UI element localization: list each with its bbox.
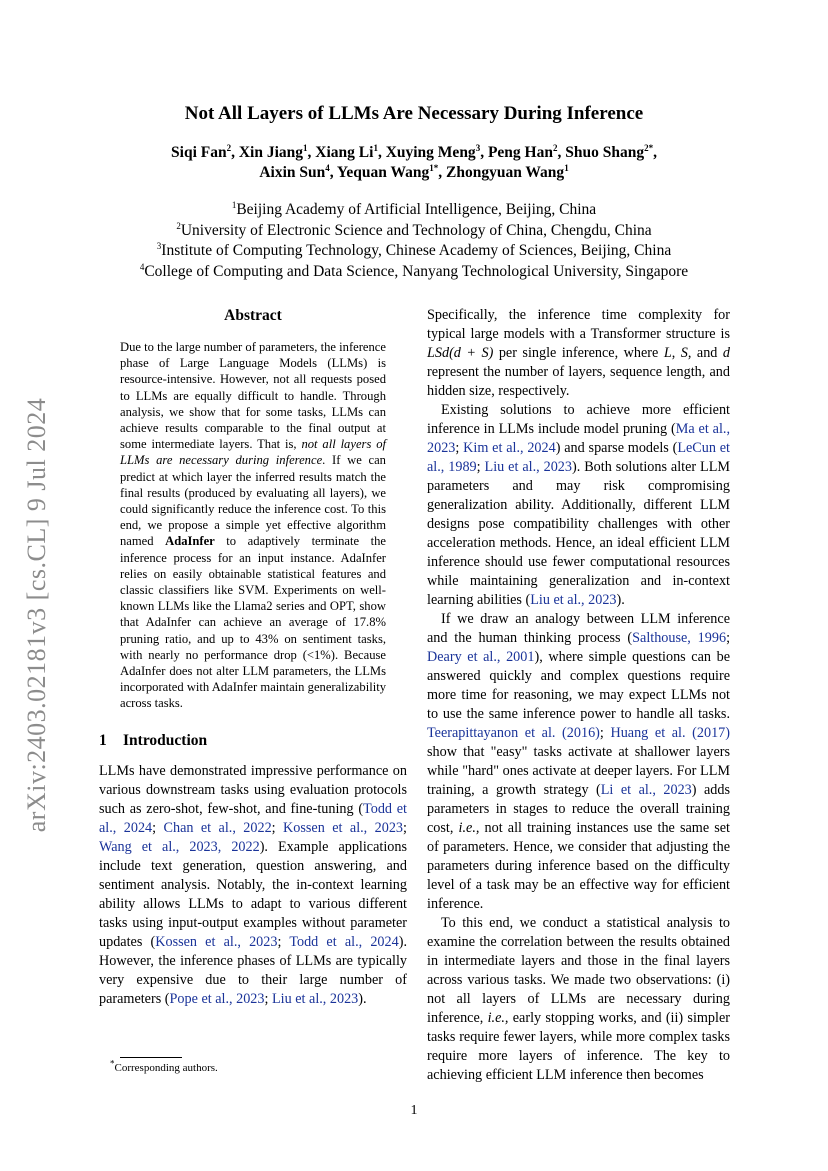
arxiv-sidebar-stamp: [22, 380, 52, 850]
author-name: Xiang Li$^1$: [315, 142, 378, 161]
author-name: Yequan Wang$^{1*}$: [336, 162, 439, 181]
citation-link[interactable]: Liu et al., 2023: [484, 459, 572, 475]
citation-link[interactable]: Todd et al., 2024: [289, 933, 399, 950]
affiliation: $^2$University of Electronic Science and Technology of China, Chengdu, China: [176, 220, 652, 239]
citation-link[interactable]: Wang et al., 2023, 2022: [99, 838, 260, 855]
author-name: Xin Jiang$^1$: [238, 142, 308, 161]
citation-link[interactable]: Kossen et al., 2023: [283, 819, 404, 836]
affiliation: $^4$College of Computing and Data Science, Nanyang Technological University, Singapore: [139, 261, 689, 280]
author-name: Shuo Shang$^{2*}$: [565, 142, 654, 161]
citation-link[interactable]: Kossen et al., 2023: [155, 933, 278, 950]
paper-title: Not All Layers of LLMs Are Necessary During Inference: [184, 103, 644, 124]
right-paragraph-2: Existing solutions to achieve more efficient inference in LLMs include model pruning (Ma et al., 2023; Kim et al., 2024) and sparse models (LeCun et al., 1989; Liu et al., 2023). Both solutions alter LLM parameters and may risk compromising generalization ability. Additionally, different LLM designs pose compatibility challenges with other acceleration methods. Hence, an ideal efficient LLM inference should use fewer computational resources while maintaining generalization and in-context learning abilities (Liu et al., 2023).: [427, 402, 730, 608]
footnote-rule: [120, 1057, 182, 1058]
citation-link[interactable]: Liu et al., 2023: [271, 990, 359, 1007]
arxiv-identifier: arXiv:2403.02181v3 [cs.CL] 9 Jul 2024: [22, 397, 51, 833]
math-expression: S: [680, 345, 688, 361]
author-name: Zhongyuan Wang$^1$: [446, 162, 569, 181]
affiliation: $^1$Beijing Academy of Artificial Intelligence, Beijing, China: [231, 199, 597, 218]
page-number: 1: [410, 1103, 418, 1118]
author-name: Siqi Fan$^2$: [171, 142, 232, 161]
section-heading-introduction: 1 Introduction: [99, 731, 208, 749]
citation-link[interactable]: LeCun et al., 1989: [427, 440, 730, 475]
right-paragraph-1: Specifically, the inference time complexity for typical large models with a Transformer structure is LSd(d + S) per single inference, where L, S, and d represent the number of layers, sequence length, and hidden size, respectively.: [427, 307, 730, 399]
citation-link[interactable]: Liu et al., 2023: [530, 592, 617, 608]
citation-link[interactable]: Ma et al., 2023: [427, 421, 730, 456]
footnote: *Corresponding authors.: [110, 1058, 218, 1074]
citation-link[interactable]: Salthouse, 1996: [632, 630, 727, 646]
citation-link[interactable]: Teerapittayanon et al. (2016): [427, 725, 600, 741]
abstract-heading: Abstract: [224, 307, 282, 324]
left-column: [99, 306, 407, 1009]
citation-link[interactable]: Li et al., 2023: [600, 782, 692, 798]
citation-link[interactable]: Pope et al., 2023: [169, 990, 265, 1007]
author-name: Peng Han$^2$: [487, 142, 558, 161]
math-expression: d: [722, 345, 730, 361]
author-list: Siqi Fan$^2$, Xin Jiang$^1$, Xiang Li$^1$, Xuying Meng$^3$, Peng Han$^2$, Shuo Shang$^{2*}$, Aixin Sun$^4$, Yequan Wang$^{1*}$, Zhongyuan Wang$^1$: [171, 142, 657, 181]
math-expression: LSd(d + S): [427, 345, 494, 361]
citation-link[interactable]: Deary et al., 2001: [427, 649, 535, 665]
math-expression: L: [663, 345, 672, 361]
abstract-body: Due to the large number of parameters, the inference phase of Large Language Models (LLMs) is resource-intensive. However, not all requests posed to LLMs are equally difficult to handle. Through analysis, we show that for some tasks, LLMs can achieve results comparable to the final output at some intermediate layers. That is, not all layers of LLMs are necessary during inference. If we can predict at which layer the inferred results match the final results (produced by evaluating all layers), we could significantly reduce the inference cost. To this end, we propose a simple yet effective algorithm named AdaInfer to adaptively terminate the inference process for an input instance. AdaInfer relies on easily obtainable statistical features and classic classifiers like SVM. Experiments on well-known LLMs like the Llama2 series and OPT, show that AdaInfer can achieve an average of 17.8% pruning ratio, and up to 43% on sentiment tasks, with nearly no performance drop (<1%). Because AdaInfer does not alter LLM parameters, the LLMs incorporated with AdaInfer maintain generalizability across tasks.: [120, 340, 387, 711]
right-paragraph-4: To this end, we conduct a statistical analysis to examine the correlation between the results obtained in intermediate layers and those in the final layers across various tasks. We made two observations: (i) not all layers of LLMs are necessary during inference, i.e., early stopping works, and (ii) simpler tasks require fewer layers, while more complex tasks require more layers of inference. The key to achieving efficient LLM inference then becomes: [427, 915, 730, 1083]
affiliation-list: [60, 200, 768, 282]
author-name: Xuying Meng$^3$: [385, 142, 481, 161]
right-paragraph-3: If we draw an analogy between LLM inference and the human thinking process (Salthouse, 1996; Deary et al., 2001), where simple questions can be answered quickly and complex questions require more time for reasoning, we may expect LLMs not to use the same inference power to handle all tasks. Teerapittayanon et al. (2016); Huang et al. (2017) show that "easy" tasks activate at shallower layers while "hard" ones activate at deeper layers. For LLM training, a growth strategy (Li et al., 2023) adds parameters in stages to reduce the overall training cost, i.e., not all training instances use the same set of parameters. Hence, we consider that adjusting the parameters during inference based on the difficulty level of a task may be an effective way for efficient inference.: [427, 611, 731, 912]
citation-link[interactable]: Todd et al., 2024: [99, 800, 407, 836]
citation-link[interactable]: Chan et al., 2022: [163, 819, 272, 836]
citation-link[interactable]: Kim et al., 2024: [463, 440, 556, 456]
citation-link[interactable]: Huang et al. (2017): [610, 725, 730, 741]
intro-paragraph-1: LLMs have demonstrated impressive performance on various downstream tasks using evaluation protocols such as zero-shot, few-shot, and fine-tuning (Todd et al., 2024; Chan et al., 2022; Kossen et al., 2023; Wang et al., 2023, 2022). Example applications include text generation, question answering, and sentiment analysis. Notably, the in-context learning ability allows LLMs to adapt to various different tasks using input-output examples without parameter updates (Kossen et al., 2023; Todd et al., 2024). However, the inference phases of LLMs are typically very expensive due to their large number of parameters (Pope et al., 2023; Liu et al., 2023).: [99, 762, 407, 1007]
right-column: [427, 306, 730, 1085]
affiliation: $^3$Institute of Computing Technology, Chinese Academy of Sciences, Beijing, China: [156, 240, 672, 259]
author-name: Aixin Sun$^4$: [259, 162, 330, 181]
